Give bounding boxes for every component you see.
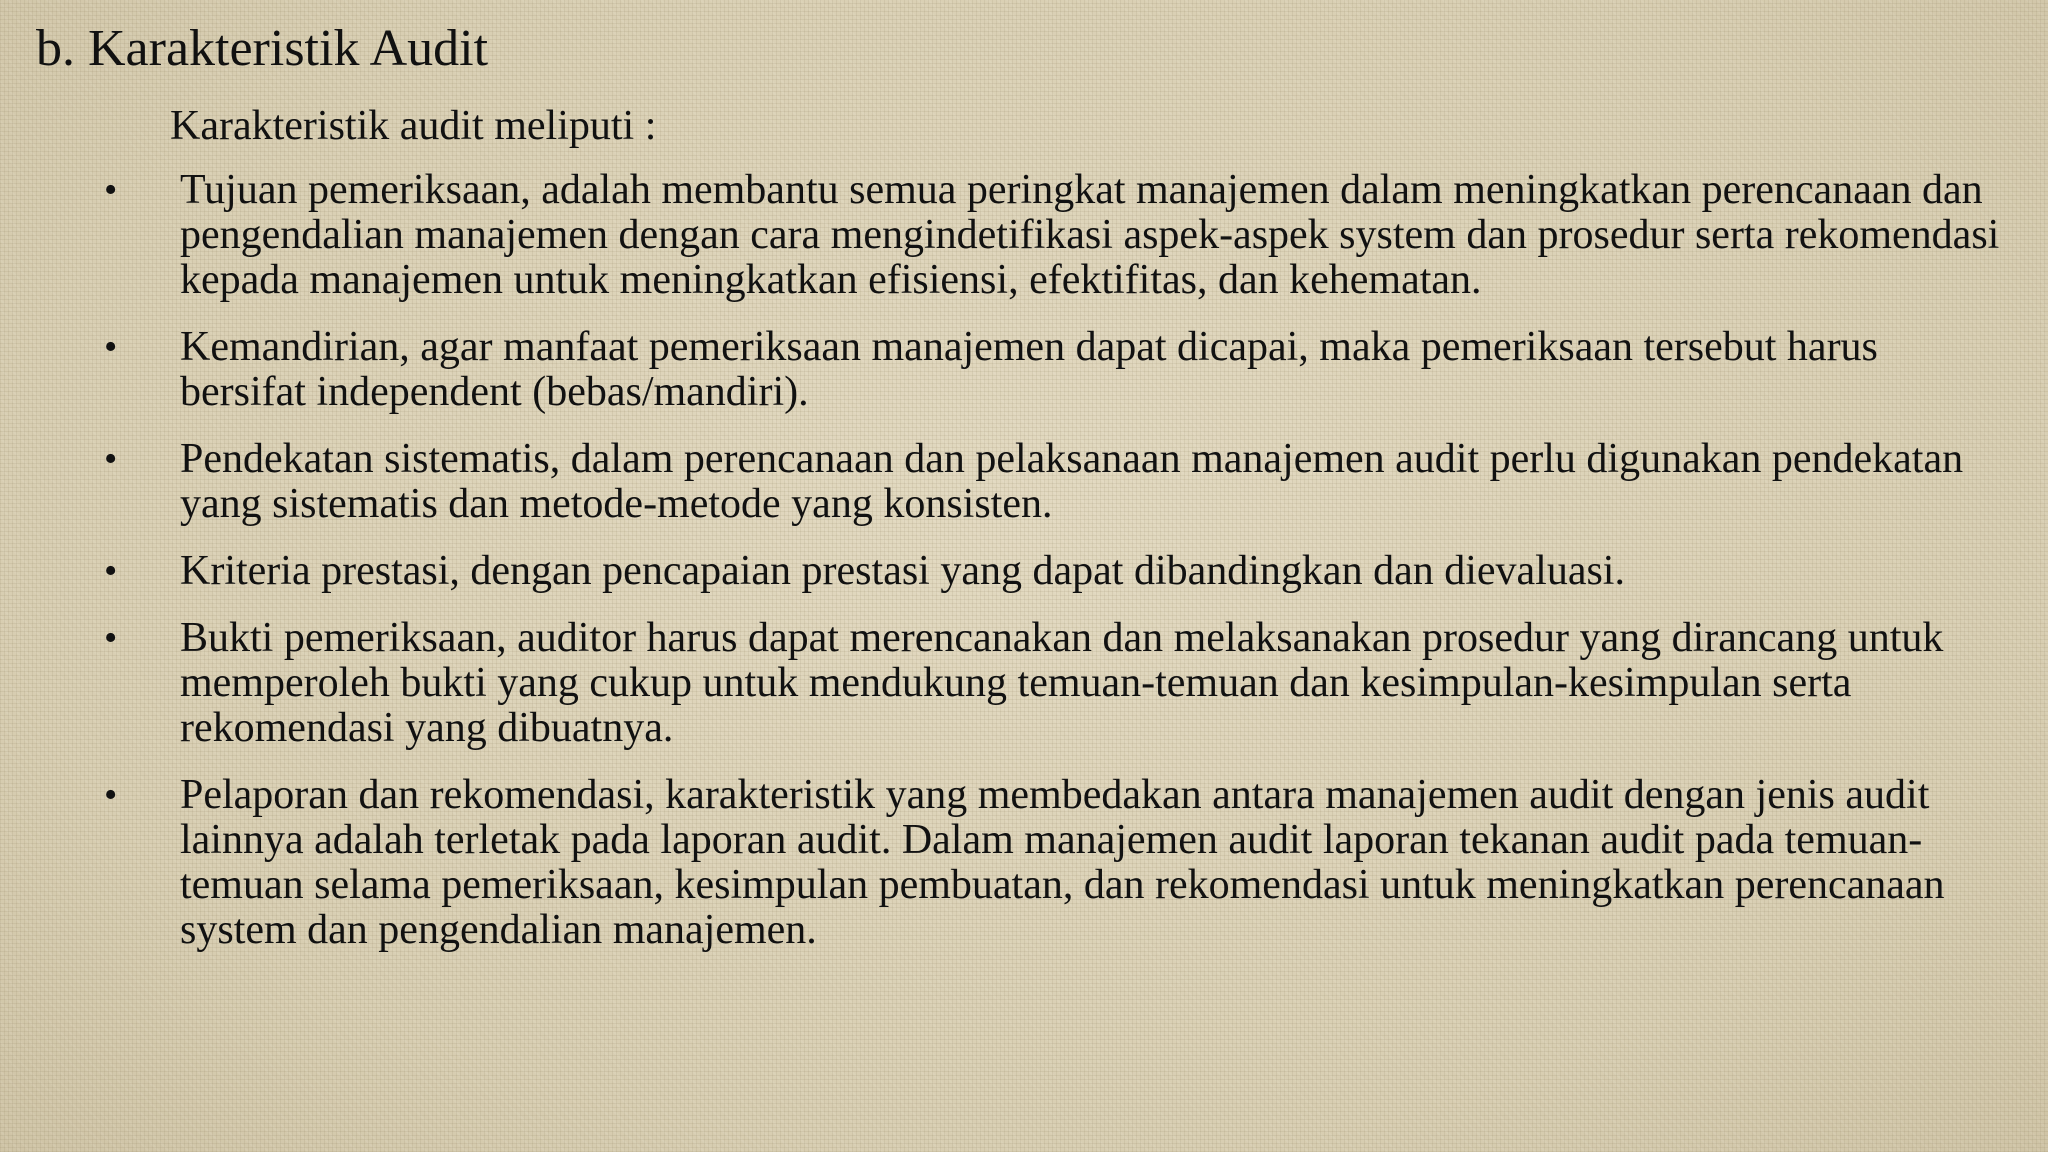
bullet-icon: •: [104, 326, 118, 368]
bullet-icon: •: [104, 550, 118, 592]
bullet-text: Pendekatan sistematis, dalam perencanaan dan pelaksanaan manajemen audit perlu digunakan pendekatan yang sistematis dan metode-metode yang konsisten.: [180, 436, 1964, 527]
bullet-item-bukti: [100, 616, 2000, 751]
bullet-item-pendekatan: [100, 437, 2000, 527]
bullet-text: Kemandirian, agar manfaat pemeriksaan manajemen dapat dicapai, maka pemeriksaan tersebut harus bersifat independent (bebas/mandiri).: [180, 324, 1878, 415]
bullet-icon: •: [104, 617, 118, 659]
bullet-item-pelaporan: [100, 773, 2000, 953]
bullet-item-kemandirian: [100, 325, 2000, 415]
bullet-item-tujuan: [100, 168, 2000, 303]
bullet-item-kriteria: [100, 549, 2000, 594]
bullet-icon: •: [104, 774, 118, 816]
bullet-text: Kriteria prestasi, dengan pencapaian prestasi yang dapat dibandingkan dan dievaluasi.: [180, 548, 1625, 594]
bullet-list: [100, 168, 2000, 975]
bullet-text: Tujuan pemeriksaan, adalah membantu semua peringkat manajemen dalam meningkatkan perencanaan dan pengendalian manajemen dengan cara mengindetifikasi aspek-aspek system dan prosedur serta rekomendasi kepada manajemen untuk meningkatkan efisiensi, efektifitas, dan kehematan.: [180, 167, 2000, 303]
bullet-icon: •: [104, 438, 118, 480]
slide-title: b. Karakteristik Audit: [36, 20, 489, 77]
intro-text: Karakteristik audit meliputi :: [170, 103, 657, 149]
bullet-text: Pelaporan dan rekomendasi, karakteristik yang membedakan antara manajemen audit dengan jenis audit lainnya adalah terletak pada laporan audit. Dalam manajemen audit laporan tekanan audit pada temuan-temuan selama pemeriksaan, kesimpulan pembuatan, dan rekomendasi untuk meningkatkan perencanaan system dan pengendalian manajemen.: [180, 772, 1945, 953]
bullet-text: Bukti pemeriksaan, auditor harus dapat merencanakan dan melaksanakan prosedur yang dirancang untuk memperoleh bukti yang cukup untuk mendukung temuan-temuan dan kesimpulan-kesimpulan serta rekomendasi yang dibuatnya.: [180, 615, 1944, 751]
bullet-icon: •: [104, 169, 118, 211]
